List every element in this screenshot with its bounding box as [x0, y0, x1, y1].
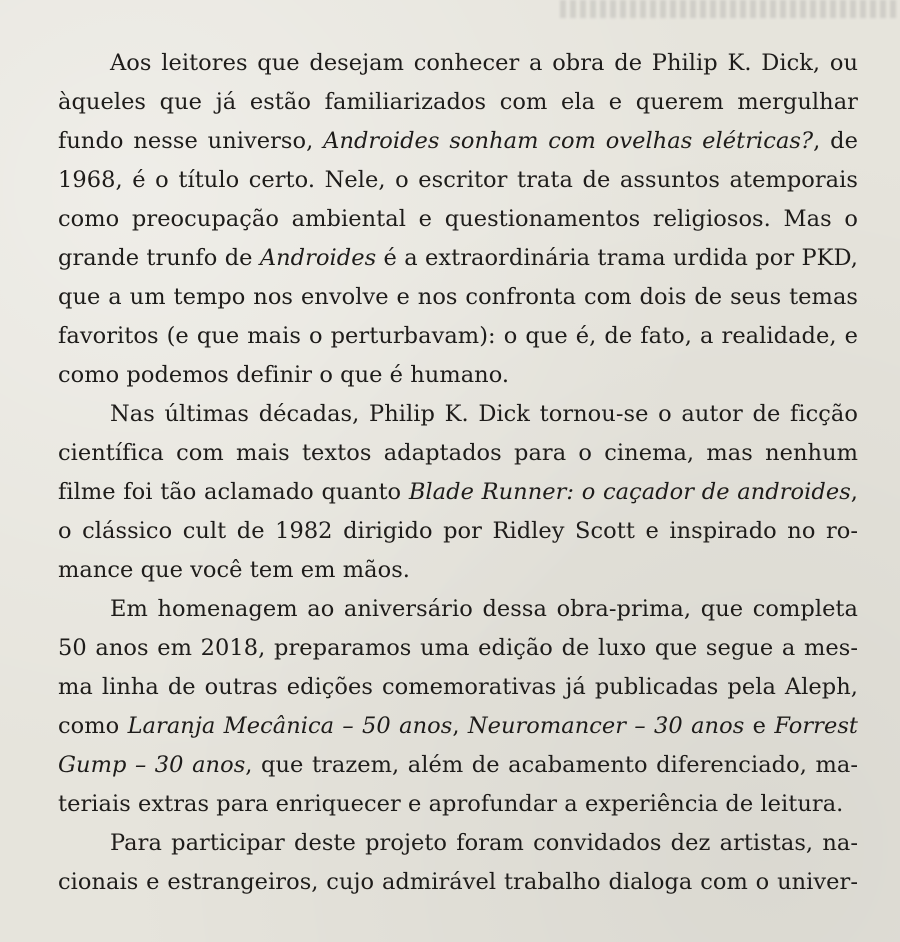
- text-line: [58, 551, 858, 590]
- text-line: [58, 161, 858, 200]
- text-line: [58, 824, 858, 863]
- text-run: àqueles que já estão familiarizados com ela e querem mergulhar: [58, 89, 858, 115]
- paragraph: [58, 824, 858, 902]
- text-run: grande trunfo de: [58, 245, 260, 271]
- italic-title: Laranja Mecânica – 50 anos: [127, 713, 453, 739]
- text-run: que a um tempo nos envolve e nos confronta com dois de seus temas: [58, 284, 858, 310]
- text-run: Para participar deste projeto foram convidados dez artistas, na-: [110, 830, 858, 856]
- text-run: ma linha de outras edições comemorativas já publicadas pela Aleph,: [58, 674, 858, 700]
- text-run: mance que você tem em mãos.: [58, 557, 410, 583]
- text-run: 1968, é o título certo. Nele, o escritor trata de assuntos atemporais: [58, 167, 858, 193]
- text-run: ,: [850, 479, 858, 505]
- text-run: filme foi tão aclamado quanto: [58, 479, 409, 505]
- text-run: , de: [813, 128, 858, 154]
- text-run: como: [58, 713, 128, 739]
- italic-title: Androides: [259, 245, 377, 271]
- text-run: Em homenagem ao aniversário dessa obra-prima, que completa: [110, 596, 858, 622]
- text-run: , que trazem, além de acabamento diferenciado, ma-: [245, 752, 858, 778]
- text-line: [58, 44, 858, 83]
- text-line: [58, 395, 858, 434]
- text-line: [58, 668, 858, 707]
- text-line: [58, 629, 858, 668]
- text-line: [58, 356, 858, 395]
- italic-title: Androides sonham com ovelhas elétricas?: [323, 128, 814, 154]
- paragraph: [58, 44, 858, 395]
- text-line: [58, 590, 858, 629]
- paragraph: [58, 395, 858, 590]
- text-line: [58, 434, 858, 473]
- text-run: como preocupação ambiental e questionamentos religiosos. Mas o: [58, 206, 858, 232]
- text-run: Aos leitores que desejam conhecer a obra de Philip K. Dick, ou: [110, 50, 858, 76]
- italic-title: Neuromancer – 30 anos: [467, 713, 745, 739]
- text-run: 50 anos em 2018, preparamos uma edição de luxo que segue a mes-: [58, 635, 858, 661]
- text-line: [58, 122, 858, 161]
- text-run: fundo nesse universo,: [58, 128, 324, 154]
- text-line: [58, 239, 858, 278]
- paragraph: [58, 590, 858, 824]
- text-line: [58, 512, 858, 551]
- text-line: [58, 863, 858, 902]
- text-line: [58, 746, 858, 785]
- italic-title: Gump – 30 anos: [58, 752, 246, 778]
- text-run: é a extraordinária trama urdida por PKD,: [376, 245, 858, 271]
- text-line: [58, 83, 858, 122]
- italic-title: Forrest: [774, 713, 859, 739]
- text-run: e: [744, 713, 775, 739]
- text-run: teriais extras para enriquecer e aprofundar a experiência de leitura.: [58, 791, 844, 817]
- text-run: cionais e estrangeiros, cujo admirável trabalho dialoga com o univer-: [58, 869, 858, 895]
- italic-title: Blade Runner: o caçador de androides: [408, 479, 851, 505]
- text-run: como podemos definir o que é humano.: [58, 362, 510, 388]
- text-run: favoritos (e que mais o perturbavam): o que é, de fato, a realidade, e: [58, 323, 858, 349]
- text-run: ,: [452, 713, 468, 739]
- text-line: [58, 317, 858, 356]
- text-run: Nas últimas décadas, Philip K. Dick tornou-se o autor de ficção: [110, 401, 858, 427]
- text-run: científica com mais textos adaptados para o cinema, mas nenhum: [58, 440, 858, 466]
- text-line: [58, 707, 858, 746]
- book-page-text: [58, 44, 858, 902]
- text-line: [58, 785, 858, 824]
- text-line: [58, 200, 858, 239]
- text-line: [58, 473, 858, 512]
- text-line: [58, 278, 858, 317]
- bleed-through-text: [560, 0, 900, 18]
- text-run: o clássico cult de 1982 dirigido por Ridley Scott e inspirado no ro-: [58, 518, 858, 544]
